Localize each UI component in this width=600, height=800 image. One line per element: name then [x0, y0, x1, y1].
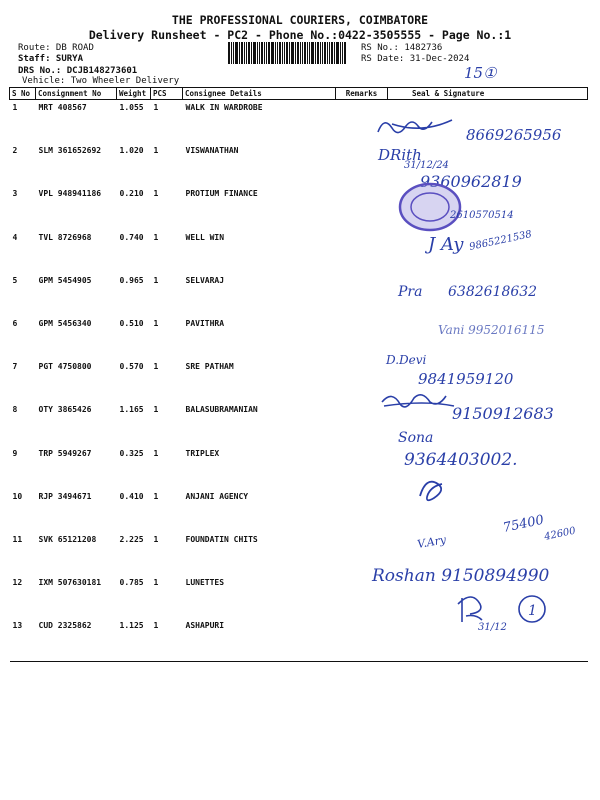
cell-signature — [388, 100, 588, 144]
cell-signature — [388, 186, 588, 229]
company-title: THE PROFESSIONAL COURIERS, COIMBATORE — [171, 13, 429, 27]
col-seal-signature: Seal & Signature — [388, 88, 588, 100]
cell-consignee: PAVITHRA — [185, 318, 225, 328]
cell-pcs: 1 — [153, 534, 159, 544]
sig-text-11b: 75400 — [501, 512, 546, 536]
col-consignee: Consignee Details — [183, 88, 336, 100]
sig-text-4a: J Ay — [428, 234, 464, 255]
cell-pcs: 1 — [153, 405, 159, 415]
table-row — [10, 402, 588, 445]
cell-pcs: 1 — [153, 448, 159, 458]
cell-pcs: 1 — [153, 318, 159, 328]
table-row — [10, 446, 588, 489]
staff-label: Staff: SURYA — [18, 54, 84, 64]
col-remarks: Remarks — [336, 88, 388, 100]
sig-text-12: Roshan 9150894990 — [372, 566, 550, 586]
cell-signature — [388, 532, 588, 575]
col-sno: S No — [10, 88, 36, 100]
cell-sno: 1 — [12, 103, 18, 112]
cell-consignment: MRT 408567 — [38, 103, 87, 112]
route-label: Route: DB ROAD — [18, 43, 94, 53]
cell-weight: 1.020 — [119, 146, 144, 156]
cell-consignee: TRIPLEX — [185, 448, 220, 458]
sig-text-9a: Sona — [398, 430, 434, 446]
cell-pcs: 1 — [153, 491, 159, 501]
sig-text-4b: 9865221538 — [468, 228, 533, 253]
cell-consignee: WALK IN WARDROBE — [185, 103, 263, 112]
cell-remarks — [336, 532, 388, 575]
cell-consignee: FOUNDATIN CHITS — [185, 534, 258, 544]
cell-pcs: 1 — [153, 275, 159, 285]
handwritten-note: 15① — [464, 64, 497, 82]
cell-remarks — [336, 359, 388, 402]
runsheet-table — [9, 87, 588, 662]
cell-remarks — [336, 273, 388, 316]
cell-signature — [388, 273, 588, 316]
cell-pcs: 1 — [153, 362, 159, 372]
table-row — [10, 316, 588, 359]
cell-weight: 1.165 — [119, 405, 144, 415]
cell-consignment: PGT 4750800 — [38, 362, 92, 372]
sig-text-5a: Pra — [398, 284, 423, 300]
sig-text-11a: V.Ary — [416, 533, 448, 551]
cell-consignee: LUNETTES — [185, 578, 225, 588]
table-row — [10, 532, 588, 575]
cell-sno: 8 — [12, 405, 18, 415]
cell-signature — [388, 489, 588, 532]
cell-weight: 0.210 — [119, 189, 144, 199]
cell-signature — [388, 618, 588, 662]
cell-weight: 0.740 — [119, 232, 144, 242]
cell-pcs: 1 — [153, 578, 159, 588]
cell-signature — [388, 575, 588, 618]
runsheet-subtitle: Delivery Runsheet - PC2 - Phone No.:0422-3505555 - Page No.:1 — [88, 28, 512, 42]
cell-consignee: SELVARAJ — [185, 275, 225, 285]
cell-remarks — [336, 186, 388, 229]
cell-sno: 2 — [12, 146, 18, 156]
cell-consignment: TVL 8726968 — [38, 232, 92, 242]
sig-text-7b: 9841959120 — [418, 370, 514, 388]
cell-pcs: 1 — [151, 618, 183, 662]
cell-pcs: 1 — [153, 232, 159, 242]
cell-consignment: TRP 5949267 — [38, 448, 92, 458]
table-row — [10, 359, 588, 402]
cell-sno: 12 — [12, 578, 23, 588]
cell-remarks — [336, 100, 388, 144]
cell-sno: 7 — [12, 362, 18, 372]
table-row — [10, 230, 588, 273]
cell-consignee: VISWANATHAN — [185, 146, 239, 156]
sig-text-2a: DRith — [378, 146, 422, 164]
cell-consignment: IXM 507630181 — [38, 578, 102, 588]
cell-signature — [388, 359, 588, 402]
table-row — [10, 143, 588, 186]
cell-remarks — [336, 618, 388, 662]
rs-no-label: RS No.: 1482736 — [361, 43, 443, 53]
cell-consignment: VPL 948941186 — [38, 189, 102, 199]
cell-sno: 10 — [12, 491, 23, 501]
sig-text-8: 9150912683 — [452, 404, 554, 423]
cell-remarks — [336, 402, 388, 445]
cell-signature — [388, 143, 588, 186]
cell-sno: 4 — [12, 232, 18, 242]
sig-text-3: 2610570514 — [450, 210, 514, 221]
table-row — [10, 618, 588, 662]
sig-text-7a: D.Devi — [386, 353, 427, 367]
table-header-row — [10, 88, 588, 100]
cell-weight: 0.965 — [119, 275, 144, 285]
cell-consignment: SVK 65121208 — [38, 534, 97, 544]
cell-consignee: ANJANI AGENCY — [185, 491, 249, 501]
cell-remarks — [336, 143, 388, 186]
sig-text-1: 8669265956 — [466, 126, 562, 144]
cell-weight: 0.410 — [119, 491, 144, 501]
cell-weight: 0.570 — [119, 362, 144, 372]
cell-consignment: CUD 2325862 — [36, 618, 117, 662]
table-row — [10, 489, 588, 532]
sig-text-13b: 1 — [528, 603, 537, 619]
cell-consignment: RJP 3494671 — [38, 491, 92, 501]
cell-signature — [388, 446, 588, 489]
cell-consignment: SLM 361652692 — [38, 146, 102, 156]
cell-remarks — [336, 316, 388, 359]
cell-sno: 11 — [12, 534, 23, 544]
cell-weight: 1.125 — [117, 618, 151, 662]
sig-text-13a: 31/12 — [478, 622, 507, 633]
table-row — [10, 273, 588, 316]
cell-pcs: 1 — [153, 103, 159, 112]
cell-consignee: WELL WIN — [185, 232, 225, 242]
cell-remarks — [336, 446, 388, 489]
vehicle-label: Vehicle: Two Wheeler Delivery — [22, 76, 180, 86]
cell-pcs: 1 — [153, 189, 159, 199]
sig-text-11c: 42600 — [543, 525, 577, 543]
cell-signature — [388, 230, 588, 273]
sig-text-6: Vani 9952016115 — [438, 323, 545, 337]
cell-remarks — [336, 489, 388, 532]
table-row — [10, 575, 588, 618]
cell-weight: 0.510 — [119, 318, 144, 328]
cell-sno: 13 — [10, 618, 36, 662]
cell-remarks — [336, 230, 388, 273]
rs-date-label: RS Date: 31-Dec-2024 — [361, 54, 470, 64]
cell-consignee: SRE PATHAM — [185, 362, 234, 372]
col-pcs: PCS — [151, 88, 183, 100]
cell-consignee: BALASUBRAMANIAN — [185, 405, 258, 415]
cell-signature — [388, 402, 588, 445]
cell-consignee: ASHAPURI — [183, 618, 336, 662]
table-row — [10, 100, 588, 144]
sig-text-2c: 9360962819 — [420, 172, 522, 191]
sig-text-5b: 6382618632 — [448, 284, 538, 300]
sig-text-9b: 9364403002. — [404, 450, 518, 470]
cell-weight: 2.225 — [119, 534, 144, 544]
cell-consignee: PROTIUM FINANCE — [185, 189, 258, 199]
cell-sno: 3 — [12, 189, 18, 199]
cell-consignment: GPM 5456340 — [38, 318, 92, 328]
barcode — [228, 42, 352, 64]
cell-consignment: GPM 5454905 — [38, 275, 92, 285]
drs-label: DRS No.: DCJB148273601 — [18, 66, 138, 76]
cell-sno: 9 — [12, 448, 18, 458]
cell-sno: 6 — [12, 318, 18, 328]
col-consignment: Consignment No — [36, 88, 117, 100]
cell-consignment: OTY 3865426 — [38, 405, 92, 415]
sig-text-2b: 31/12/24 — [404, 160, 449, 171]
cell-signature — [388, 316, 588, 359]
cell-weight: 1.055 — [119, 103, 144, 112]
cell-weight: 0.325 — [119, 448, 144, 458]
col-weight: Weight — [117, 88, 151, 100]
cell-weight: 0.785 — [119, 578, 144, 588]
cell-remarks — [336, 575, 388, 618]
cell-pcs: 1 — [153, 146, 159, 156]
cell-sno: 5 — [12, 275, 18, 285]
table-row — [10, 186, 588, 229]
